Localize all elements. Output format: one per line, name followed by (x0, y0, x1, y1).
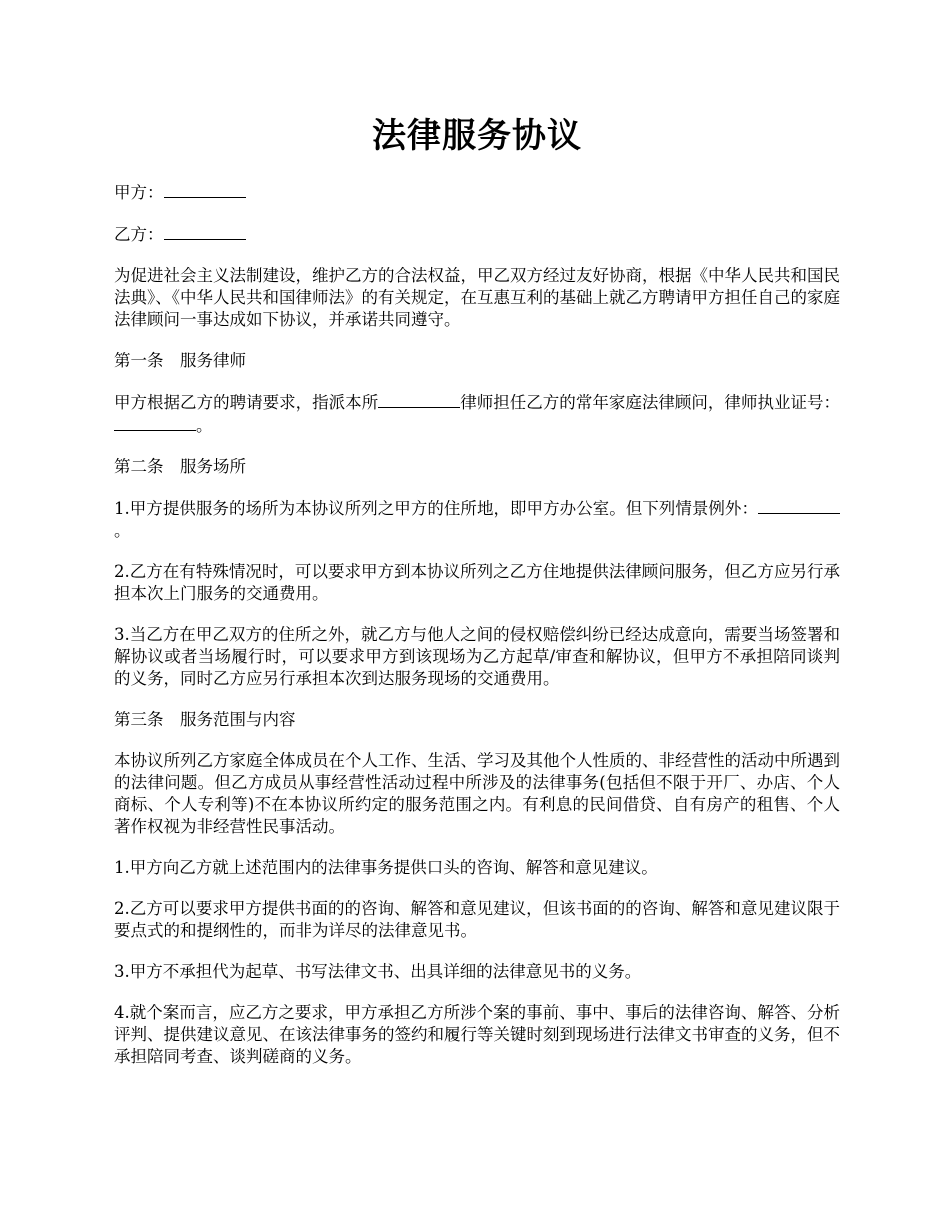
party-a-blank (164, 181, 246, 198)
article2-item2: 2.乙方在有特殊情况时，可以要求甲方到本协议所列之乙方住地提供法律顾问服务，但乙方应另行承担本次上门服务的交通费用。 (114, 562, 840, 603)
license-number-blank (114, 414, 196, 431)
party-b-label: 乙方： (114, 225, 164, 244)
document-title: 法律服务协议 (372, 116, 582, 156)
party-a-label: 甲方： (114, 183, 164, 202)
party-b-line (114, 223, 840, 246)
article2-item3: 3.当乙方在甲乙双方的住所之外，就乙方与他人之间的侵权赔偿纠纷已经达成意向，需要当场签署和解协议或者当场履行时，可以要求甲方到该现场为乙方起草/审查和解协议，但甲方不承担陪同谈判的义务，同时乙方应另行承担本次到达服务现场的交通费用。 (114, 625, 840, 688)
article1-paragraph (114, 391, 840, 437)
article3-heading: 第三条 服务范围与内容 (114, 710, 296, 729)
lawyer-name-blank (378, 391, 460, 408)
document-page (114, 0, 840, 1068)
party-b-blank (164, 223, 246, 240)
article1-text-middle: 律师担任乙方的常年家庭法律顾问，律师执业证号： (460, 393, 841, 412)
article2-item1-end: 。 (114, 521, 131, 540)
article3-item3: 3.甲方不承担代为起草、书写法律文书、出具详细的法律意见书的义务。 (114, 962, 642, 981)
article3-item2: 2.乙方可以要求甲方提供书面的的咨询、解答和意见建议，但该书面的的咨询、解答和意见建议限于要点式的和提纲性的，而非为详尽的法律意见书。 (114, 899, 840, 940)
article1-text-end: 。 (196, 416, 213, 435)
article2-heading: 第二条 服务场所 (114, 457, 246, 476)
party-a-line (114, 181, 840, 204)
article3-intro: 本协议所列乙方家庭全体成员在个人工作、生活、学习及其他个人性质的、非经营性的活动中所遇到的法律问题。但乙方成员从事经营性活动过程中所涉及的法律事务(包括但不限于开厂、办店、个人商标、个人专利等)不在本协议所约定的服务范围之内。有利息的民间借贷、自有房产的租售、个人著作权视为非经营性民事活动。 (114, 751, 840, 836)
article1-text-before: 甲方根据乙方的聘请要求，指派本所 (114, 393, 379, 412)
article3-item1: 1.甲方向乙方就上述范围内的法律事务提供口头的咨询、解答和意见建议。 (114, 858, 658, 877)
article3-item4: 4.就个案而言，应乙方之要求，甲方承担乙方所涉个案的事前、事中、事后的法律咨询、解答、分析评判、提供建议意见、在该法律事务的签约和履行等关键时刻到现场进行法律文书审查的义务，但不承担陪同考查、谈判磋商的义务。 (114, 1003, 840, 1066)
exception-blank (758, 497, 840, 514)
intro-paragraph: 为促进社会主义法制建设，维护乙方的合法权益，甲乙双方经过友好协商，根据《中华人民共和国民法典》、《中华人民共和国律师法》的有关规定，在互惠互利的基础上就乙方聘请甲方担任自己的家庭法律顾问一事达成如下协议，并承诺共同遵守。 (114, 266, 840, 329)
article2-item1-text: 1.甲方提供服务的场所为本协议所列之甲方的住所地，即甲方办公室。但下列情景例外： (114, 499, 758, 518)
article2-item1 (114, 497, 840, 542)
article1-heading: 第一条 服务律师 (114, 351, 246, 370)
